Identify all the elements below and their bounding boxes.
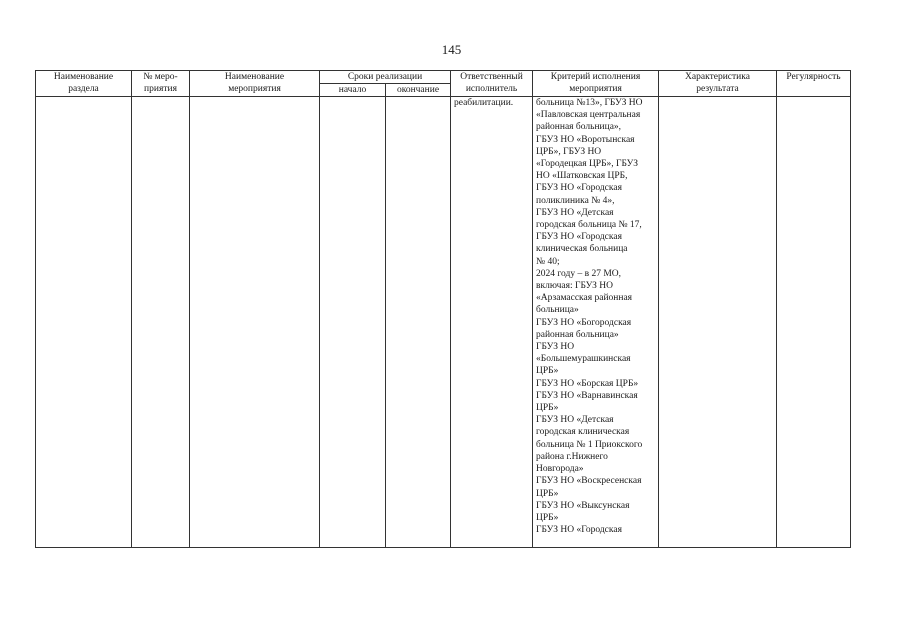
table-row <box>36 97 851 548</box>
cell-start <box>320 97 386 548</box>
header-timing: Сроки реализации <box>320 71 451 84</box>
header-row-1 <box>36 71 851 84</box>
criterion-line: района г.Нижнего <box>536 451 608 462</box>
header-regularity: Регулярность <box>777 71 851 97</box>
criterion-line: ГБУЗ НО «Городская <box>536 525 622 536</box>
criterion-line: ЦРБ» <box>536 512 559 523</box>
criterion-line: № 40; <box>536 256 560 267</box>
criterion-line: ЦРБ», ГБУЗ НО <box>536 146 602 157</box>
criterion-line: городская клиническая <box>536 427 630 438</box>
criterion-line: «Большемурашкинская <box>536 354 631 365</box>
criterion-line: больница №13», ГБУЗ НО <box>536 98 643 108</box>
criterion-line: ЦРБ» <box>536 488 559 499</box>
criterion-line: ГБУЗ НО «Детская <box>536 415 614 426</box>
criterion-line: НО «Шатковская ЦРБ, <box>536 171 628 182</box>
header-executor: Ответственный исполнитель <box>451 71 533 97</box>
cell-criterion <box>533 97 659 548</box>
cell-event-name <box>190 97 320 548</box>
criterion-line: ГБУЗ НО «Городская <box>536 232 622 243</box>
criterion-line: ГБУЗ НО «Воскресенская <box>536 476 642 487</box>
criterion-line: ГБУЗ НО «Выксунская <box>536 500 630 511</box>
criterion-line: ГБУЗ НО «Воротынская <box>536 134 635 145</box>
criterion-line: ГБУЗ НО <box>536 342 575 353</box>
page-number: 145 <box>441 42 462 57</box>
criterion-line: районная больница» <box>536 329 619 340</box>
criterion-line: городская больница № 17, <box>536 220 642 231</box>
events-table <box>35 70 851 548</box>
criterion-line: ЦРБ» <box>536 366 559 377</box>
header-section-name: Наименование раздела <box>36 71 132 97</box>
header-event-name: Наименование мероприятия <box>190 71 320 97</box>
header-timing-end: окончание <box>386 84 451 97</box>
criterion-line: ГБУЗ НО «Борская ЦРБ» <box>536 378 639 389</box>
header-result: Характеристика результата <box>659 71 777 97</box>
criterion-line: поликлиника № 4», <box>536 195 615 206</box>
criterion-line: больница» <box>536 305 579 316</box>
header-event-no: № меро- приятия <box>132 71 190 97</box>
criterion-line: Новгорода» <box>536 464 584 475</box>
criterion-line: ГБУЗ НО «Богородская <box>536 317 632 328</box>
criterion-line: ГБУЗ НО «Городская <box>536 183 622 194</box>
cell-event-no <box>132 97 190 548</box>
criterion-line: включая: ГБУЗ НО <box>536 281 614 292</box>
criterion-line: ГБУЗ НО «Варнавинская <box>536 390 638 401</box>
cell-end <box>386 97 451 548</box>
criterion-line: «Павловская центральная <box>536 110 641 121</box>
criterion-line: «Городецкая ЦРБ», ГБУЗ <box>536 159 639 170</box>
criterion-line: «Арзамасская районная <box>536 293 633 304</box>
criterion-line: районная больница», <box>536 122 622 133</box>
cell-executor: реабилитации. <box>451 97 533 548</box>
criterion-line: больница № 1 Приокского <box>536 439 643 450</box>
cell-section-name <box>36 97 132 548</box>
header-criterion: Критерий исполнения мероприятия <box>533 71 659 97</box>
header-timing-start: начало <box>320 84 386 97</box>
cell-regularity <box>777 97 851 548</box>
criterion-line: клиническая больница <box>536 244 628 255</box>
criterion-line: 2024 году – в 27 МО, <box>536 268 622 279</box>
cell-result <box>659 97 777 548</box>
criterion-line: ГБУЗ НО «Детская <box>536 207 614 218</box>
criterion-line: ЦРБ» <box>536 403 559 414</box>
